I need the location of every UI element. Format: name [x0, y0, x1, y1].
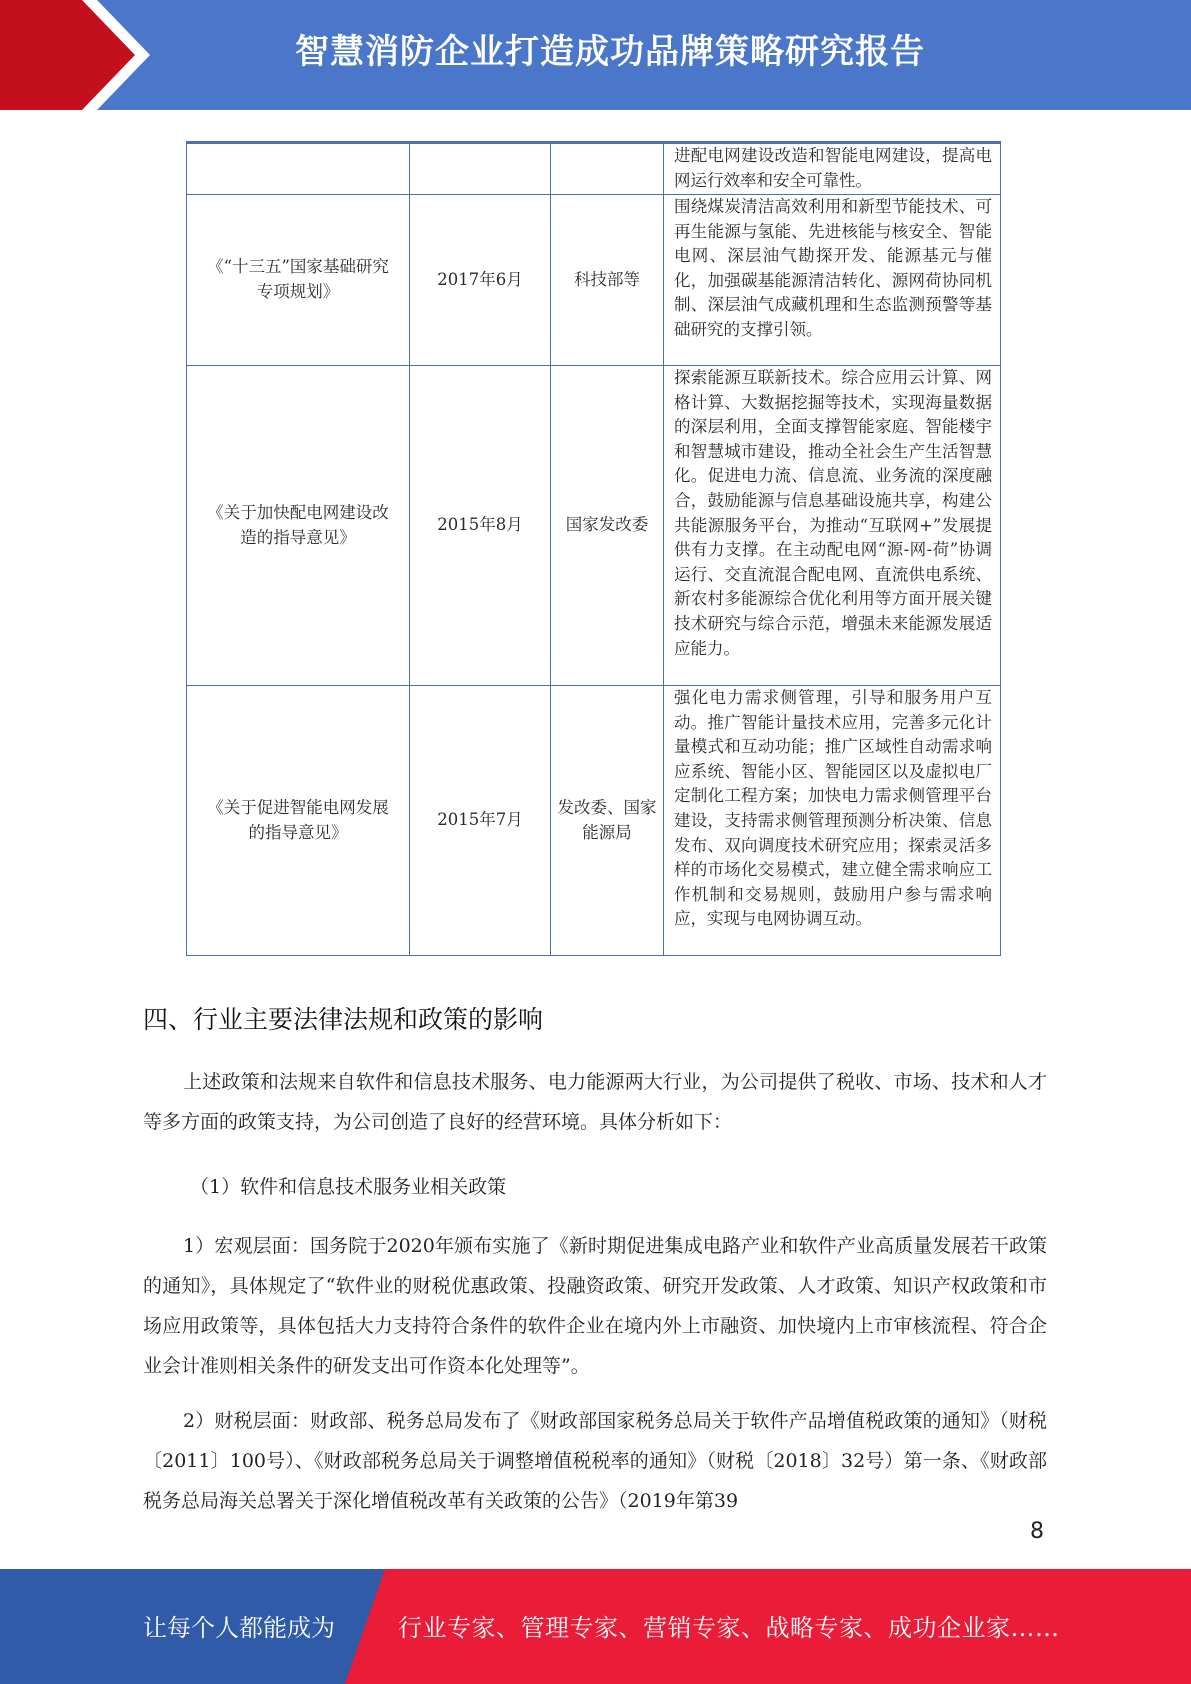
policy-content-cell: 围绕煤炭清洁高效利用和新型节能技术、可再生能源与氢能、先进核能与核安全、智能电网、深层油气勘探开发、能源基元与催化，加强碳基能源清洁转化、源网荷协同机制、深层油气成藏机理和生态监测预警等基础研究的支撑引领。	[664, 195, 1001, 366]
table-row	[187, 195, 1001, 366]
footer-slogan-right: 行业专家、管理专家、营销专家、战略专家、成功企业家……	[398, 1614, 1060, 1642]
policy-date-cell: 2015年7月	[410, 686, 551, 956]
table-row	[187, 143, 1001, 195]
policy-dept-cell: 发改委、国家能源局	[551, 686, 664, 956]
policy-name-cell: 《“十三五”国家基础研究专项规划》	[187, 195, 410, 366]
policy-dept-cell: 科技部等	[551, 195, 664, 366]
policy-name-cell: 《关于加快配电网建设改造的指导意见》	[187, 366, 410, 686]
policy-name-cell: 《关于促进智能电网发展的指导意见》	[187, 686, 410, 956]
page-number: 8	[1030, 1519, 1044, 1544]
sub-heading: （1）软件和信息技术服务业相关政策	[190, 1176, 507, 1198]
body-paragraph: 1）宏观层面：国务院于2020年颁布实施了《新时期促进集成电路产业和软件产业高质量发展若干政策的通知》，具体规定了“软件业的财税优惠政策、投融资政策、研究开发政策、人才政策、知识产权政策和市场应用政策等，具体包括大力支持符合条件的软件企业在境内外上市融资、加快境内上市审核流程、符合企业会计准则相关条件的研发支出可作资本化处理等”。	[143, 1235, 1047, 1377]
body-paragraph: 2）财税层面：财政部、税务总局发布了《财政部国家税务总局关于软件产品增值税政策的通知》（财税〔2011〕100号）、《财政部税务总局关于调整增值税税率的通知》（财税〔2018〕32号）第一条、《财政部税务总局海关总署关于深化增值税改革有关政策的公告》（2019年第39	[143, 1410, 1047, 1512]
policy-table	[186, 141, 1001, 956]
policy-name-cell	[187, 143, 410, 195]
policy-content-cell: 进配电网建设改造和智能电网建设，提高电网运行效率和安全可靠性。	[664, 143, 1001, 195]
page-header	[0, 0, 1191, 110]
section-heading: 四、行业主要法律法规和政策的影响	[143, 1005, 544, 1034]
table-row	[187, 366, 1001, 686]
header-red-chevron	[0, 0, 150, 110]
policy-content-cell: 探索能源互联新技术。综合应用云计算、网格计算、大数据挖掘等技术，实现海量数据的深层利用，全面支撑智能家庭、智能楼宇和智慧城市建设，推动全社会生产生活智慧化。促进电力流、信息流、业务流的深度融合，鼓励能源与信息基础设施共享，构建公共能源服务平台，为推动“互联网+”发展提供有力支撑。在主动配电网“源-网-荷”协调运行、交直流混合配电网、直流供电系统、新农村多能源综合优化利用等方面开展关键技术研究与综合示范，增强未来能源发展适应能力。	[664, 366, 1001, 686]
body-paragraph: 上述政策和法规来自软件和信息技术服务、电力能源两大行业，为公司提供了税收、市场、技术和人才等多方面的政策支持，为公司创造了良好的经营环境。具体分析如下：	[143, 1071, 1047, 1133]
table-row	[187, 686, 1001, 956]
page-footer	[0, 1569, 1191, 1684]
footer-slogan-left: 让每个人都能成为	[143, 1614, 335, 1642]
header-title: 智慧消防企业打造成功品牌策略研究报告	[295, 32, 925, 72]
policy-date-cell: 2017年6月	[410, 195, 551, 366]
policy-dept-cell	[551, 143, 664, 195]
policy-dept-cell: 国家发改委	[551, 366, 664, 686]
policy-date-cell	[410, 143, 551, 195]
policy-date-cell: 2015年8月	[410, 366, 551, 686]
policy-content-cell: 强化电力需求侧管理，引导和服务用户互动。推广智能计量技术应用，完善多元化计量模式和互动功能；推广区域性自动需求响应系统、智能小区、智能园区以及虚拟电厂定制化工程方案；加快电力需求侧管理平台建设，支持需求侧管理预测分析决策、信息发布、双向调度技术研究应用；探索灵活多样的市场化交易模式，建立健全需求响应工作机制和交易规则，鼓励用户参与需求响应，实现与电网协调互动。	[664, 686, 1001, 956]
